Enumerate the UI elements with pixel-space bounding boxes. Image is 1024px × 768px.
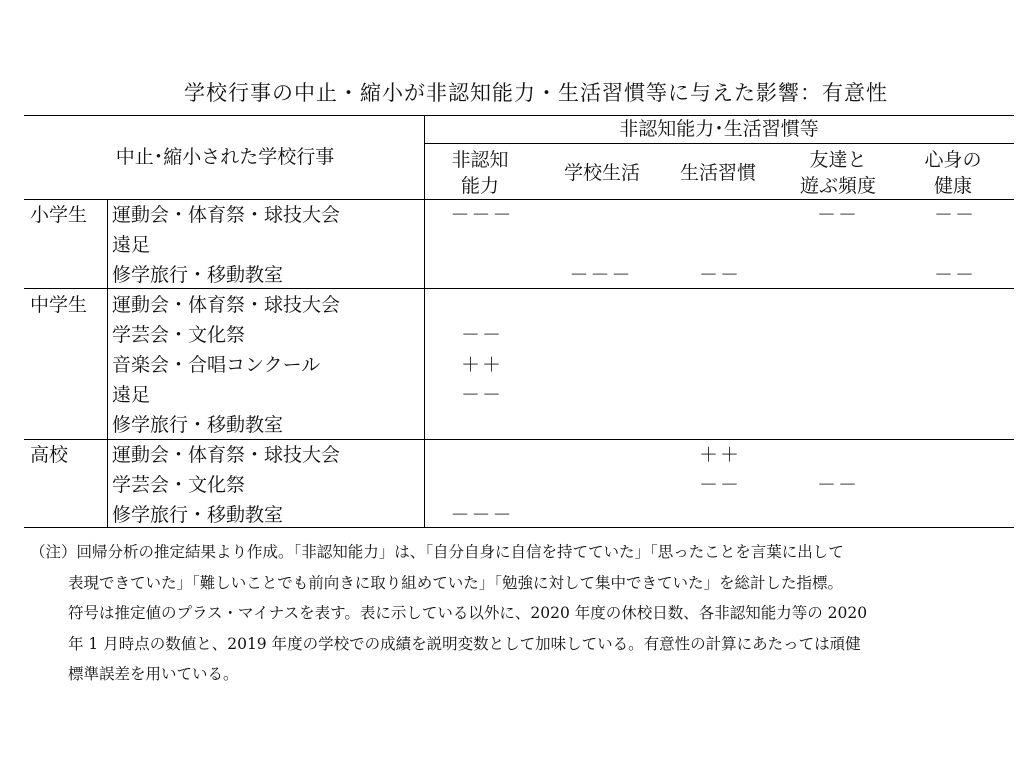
event-row: 修学旅行・移動教室 — [112, 414, 284, 436]
mark-cell: －－ — [816, 204, 859, 226]
col-header-health: 心身の 健康 — [924, 149, 982, 197]
mark-cell: －－ — [460, 324, 503, 346]
mark-cell: －－ — [816, 474, 859, 496]
level-divider-1 — [107, 199, 108, 288]
event-row: 学芸会・文化祭 — [112, 324, 246, 346]
events-divider — [424, 115, 425, 527]
level-high-school: 高校 — [30, 444, 69, 466]
events-column-header: 中止･縮小された学校行事 — [115, 146, 335, 168]
level-elementary: 小学生 — [30, 204, 88, 226]
footnote-line: 符号は推定値のプラス・マイナスを表す。表に示している以外に、2020 年度の休校日数、各非認知能力等の 2020 — [68, 604, 868, 622]
footnote-line: （注）回帰分析の推定結果より作成。「非認知能力」は、「自分自身に自信を持てていた」「思ったことを言葉に出して — [30, 543, 844, 561]
group-header-rule — [424, 143, 1014, 144]
event-row: 運動会・体育祭・球技大会 — [112, 204, 341, 226]
event-row: 修学旅行・移動教室 — [112, 264, 284, 286]
mark-cell: －－－ — [569, 264, 633, 286]
footnote-line: 年 1 月時点の数値と、2019 年度の学校での成績を説明変数として加味している。有意性の計算にあたっては頑健 — [68, 634, 861, 653]
page-title: 学校行事の中止・縮小が非認知能力・生活習慣等に与えた影響：有意性 — [184, 81, 888, 105]
col-header-life-habits: 生活習慣 — [679, 162, 756, 184]
mark-cell: ＋＋ — [460, 354, 503, 376]
level-divider-3 — [107, 439, 108, 527]
footnote — [30, 537, 1005, 690]
level-divider-2 — [107, 288, 108, 439]
mark-cell: －－ — [698, 474, 741, 496]
event-row: 音楽会・合唱コンクール — [112, 354, 321, 376]
col-header-friends: 友達と 遊ぶ頻度 — [799, 149, 876, 197]
footnote-line: 表現できていた」「難しいことでも前向きに取り組めていた」「勉強に対して集中できていた」を総計した指標。 — [68, 573, 844, 592]
event-row: 学芸会・文化祭 — [112, 474, 246, 496]
mark-cell: －－－ — [450, 504, 514, 526]
event-row: 運動会・体育祭・球技大会 — [112, 444, 341, 466]
mark-cell: －－ — [698, 264, 741, 286]
group-header: 非認知能力･生活習慣等 — [619, 118, 819, 140]
footnote-line: 標準誤差を用いている。 — [68, 665, 239, 683]
mark-cell: －－－ — [450, 204, 514, 226]
mark-cell: －－ — [460, 384, 503, 406]
mark-cell: ＋＋ — [698, 444, 741, 466]
mark-cell: －－ — [933, 264, 976, 286]
event-row: 修学旅行・移動教室 — [112, 504, 284, 526]
event-row: 遠足 — [112, 384, 151, 406]
event-row: 遠足 — [112, 234, 151, 256]
level-junior-high: 中学生 — [30, 294, 88, 316]
col-header-noncognitive: 非認知 能力 — [451, 149, 509, 197]
col-header-school-life: 学校生活 — [563, 162, 640, 184]
event-row: 運動会・体育祭・球技大会 — [112, 294, 341, 316]
mark-cell: －－ — [933, 204, 976, 226]
